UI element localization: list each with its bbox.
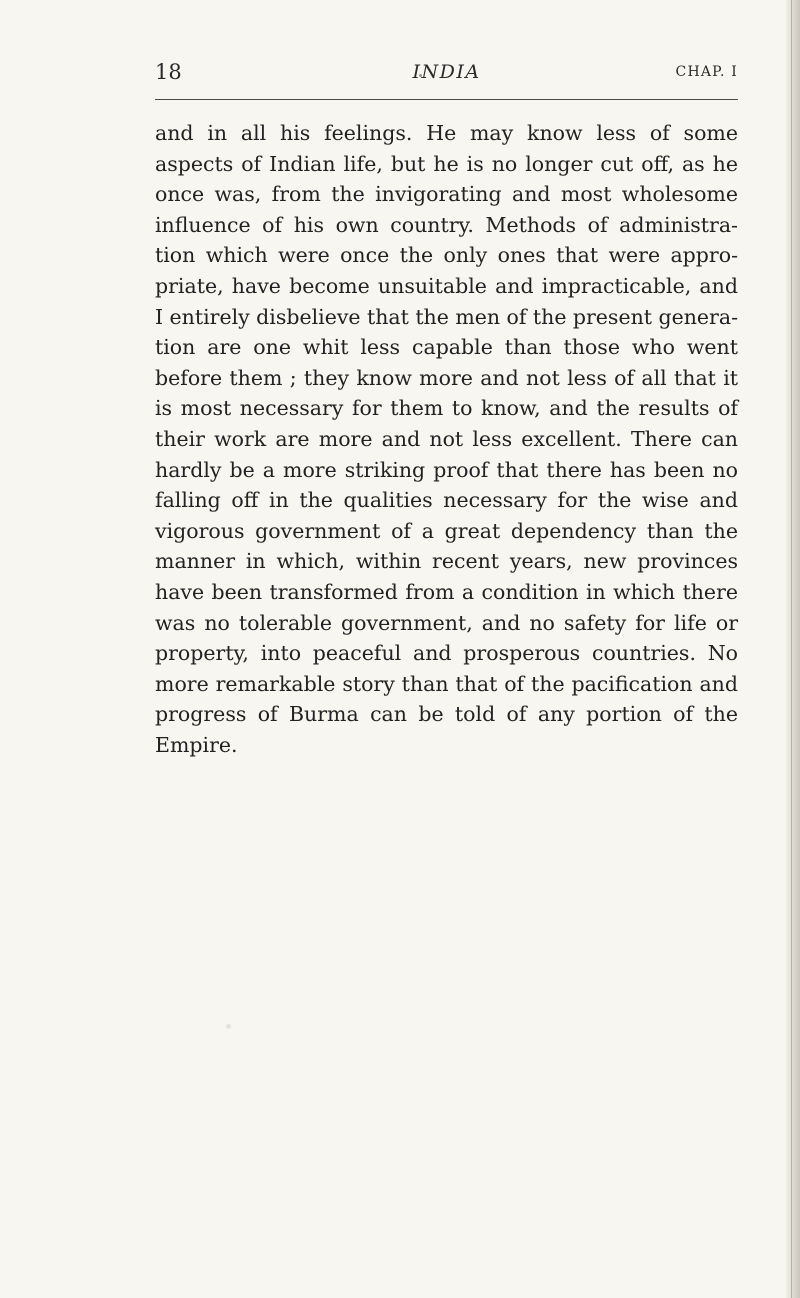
page-number: 18 xyxy=(155,60,182,84)
running-head xyxy=(155,60,738,86)
body-paragraph: and in all his feelings. He may know less of some aspects of Indian life, but he is no longer cut off, as he once was, from the invigorating and most wholesome influence of his own country. Methods of administra-tion which were once the only ones that were appro-priate, have become unsuitable and impracticable, and I entirely disbelieve that the men of the present genera-tion are one whit less capable than those who went before them ; they know more and not less of all that it is most necessary for them to know, and the results of their work are more and not less excellent. There can hardly be a more striking proof that there has been no falling off in the qualities necessary for the wise and vigorous government of a great dependency than the manner in which, within recent years, new provinces have been transformed from a condition in which there was no tolerable government, and no safety for life or property, into peaceful and prosperous countries. No more remarkable story than that of the pacification and progress of Burma can be told of any portion of the Empire. xyxy=(155,121,738,757)
header-rule xyxy=(155,99,738,100)
chapter-label: CHAP. I xyxy=(675,64,738,80)
running-title: INDIA xyxy=(412,61,481,83)
paper-speck xyxy=(226,1024,231,1029)
page-edge-line xyxy=(791,0,792,1298)
page-edge-shadow xyxy=(786,0,800,1298)
